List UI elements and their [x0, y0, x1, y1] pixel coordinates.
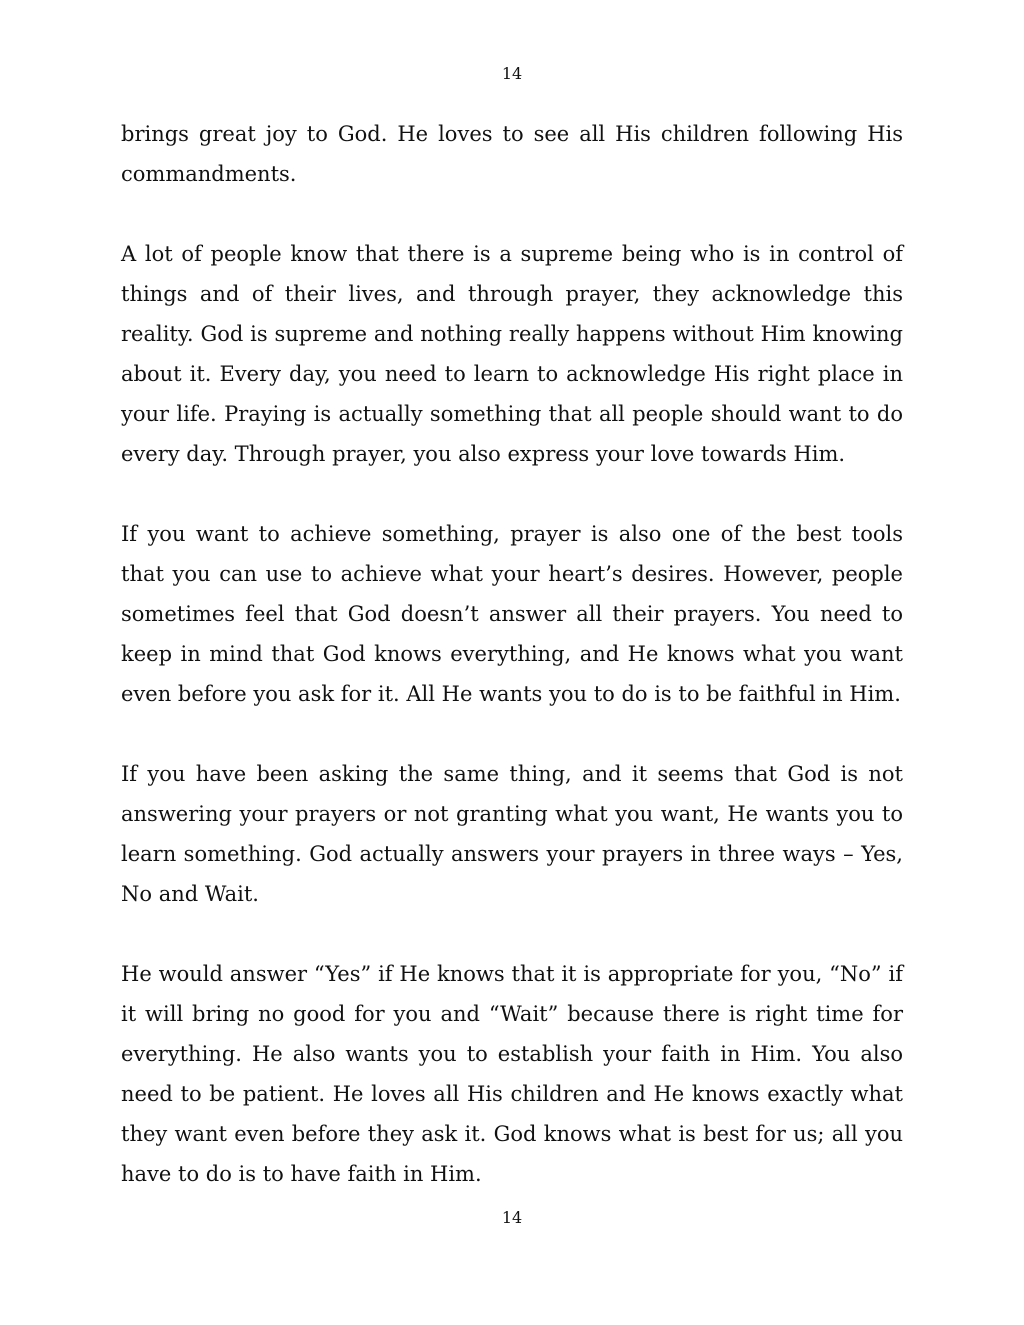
page-number-top: 14 — [501, 64, 523, 83]
page-number-bottom: 14 — [501, 1208, 523, 1227]
paragraph-2: A lot of people know that there is a supreme being who is in control of things and of their lives, and through prayer, they acknowledge this reality. God is supreme and nothing really happens without Him knowing about it. Every day, you need to learn to acknowledge His right place in your life. Praying is actually something that all people should want to do every day. Through prayer, you also express your love towards Him. — [121, 242, 903, 466]
paragraph-5: He would answer “Yes” if He knows that it is appropriate for you, “No” if it will bring no good for you and “Wait” because there is right time for everything. He also wants you to establish your faith in Him. You also need to be patient. He loves all His children and He knows exactly what they want even before they ask it. God knows what is best for us; all you have to do is to have faith in Him. — [121, 962, 903, 1186]
paragraph-1: brings great joy to God. He loves to see all His children following His commandments. — [121, 122, 903, 186]
paragraph-3: If you want to achieve something, prayer is also one of the best tools that you can use to achieve what your heart’s desires. However, people sometimes feel that God doesn’t answer all their prayers. You need to keep in mind that God knows everything, and He knows what you want even before you ask for it. All He wants you to do is to be faithful in Him. — [121, 522, 903, 706]
document-body — [121, 114, 903, 1234]
paragraph-4: If you have been asking the same thing, and it seems that God is not answering your prayers or not granting what you want, He wants you to learn something. God actually answers your prayers in three ways – Yes, No and Wait. — [121, 762, 903, 906]
